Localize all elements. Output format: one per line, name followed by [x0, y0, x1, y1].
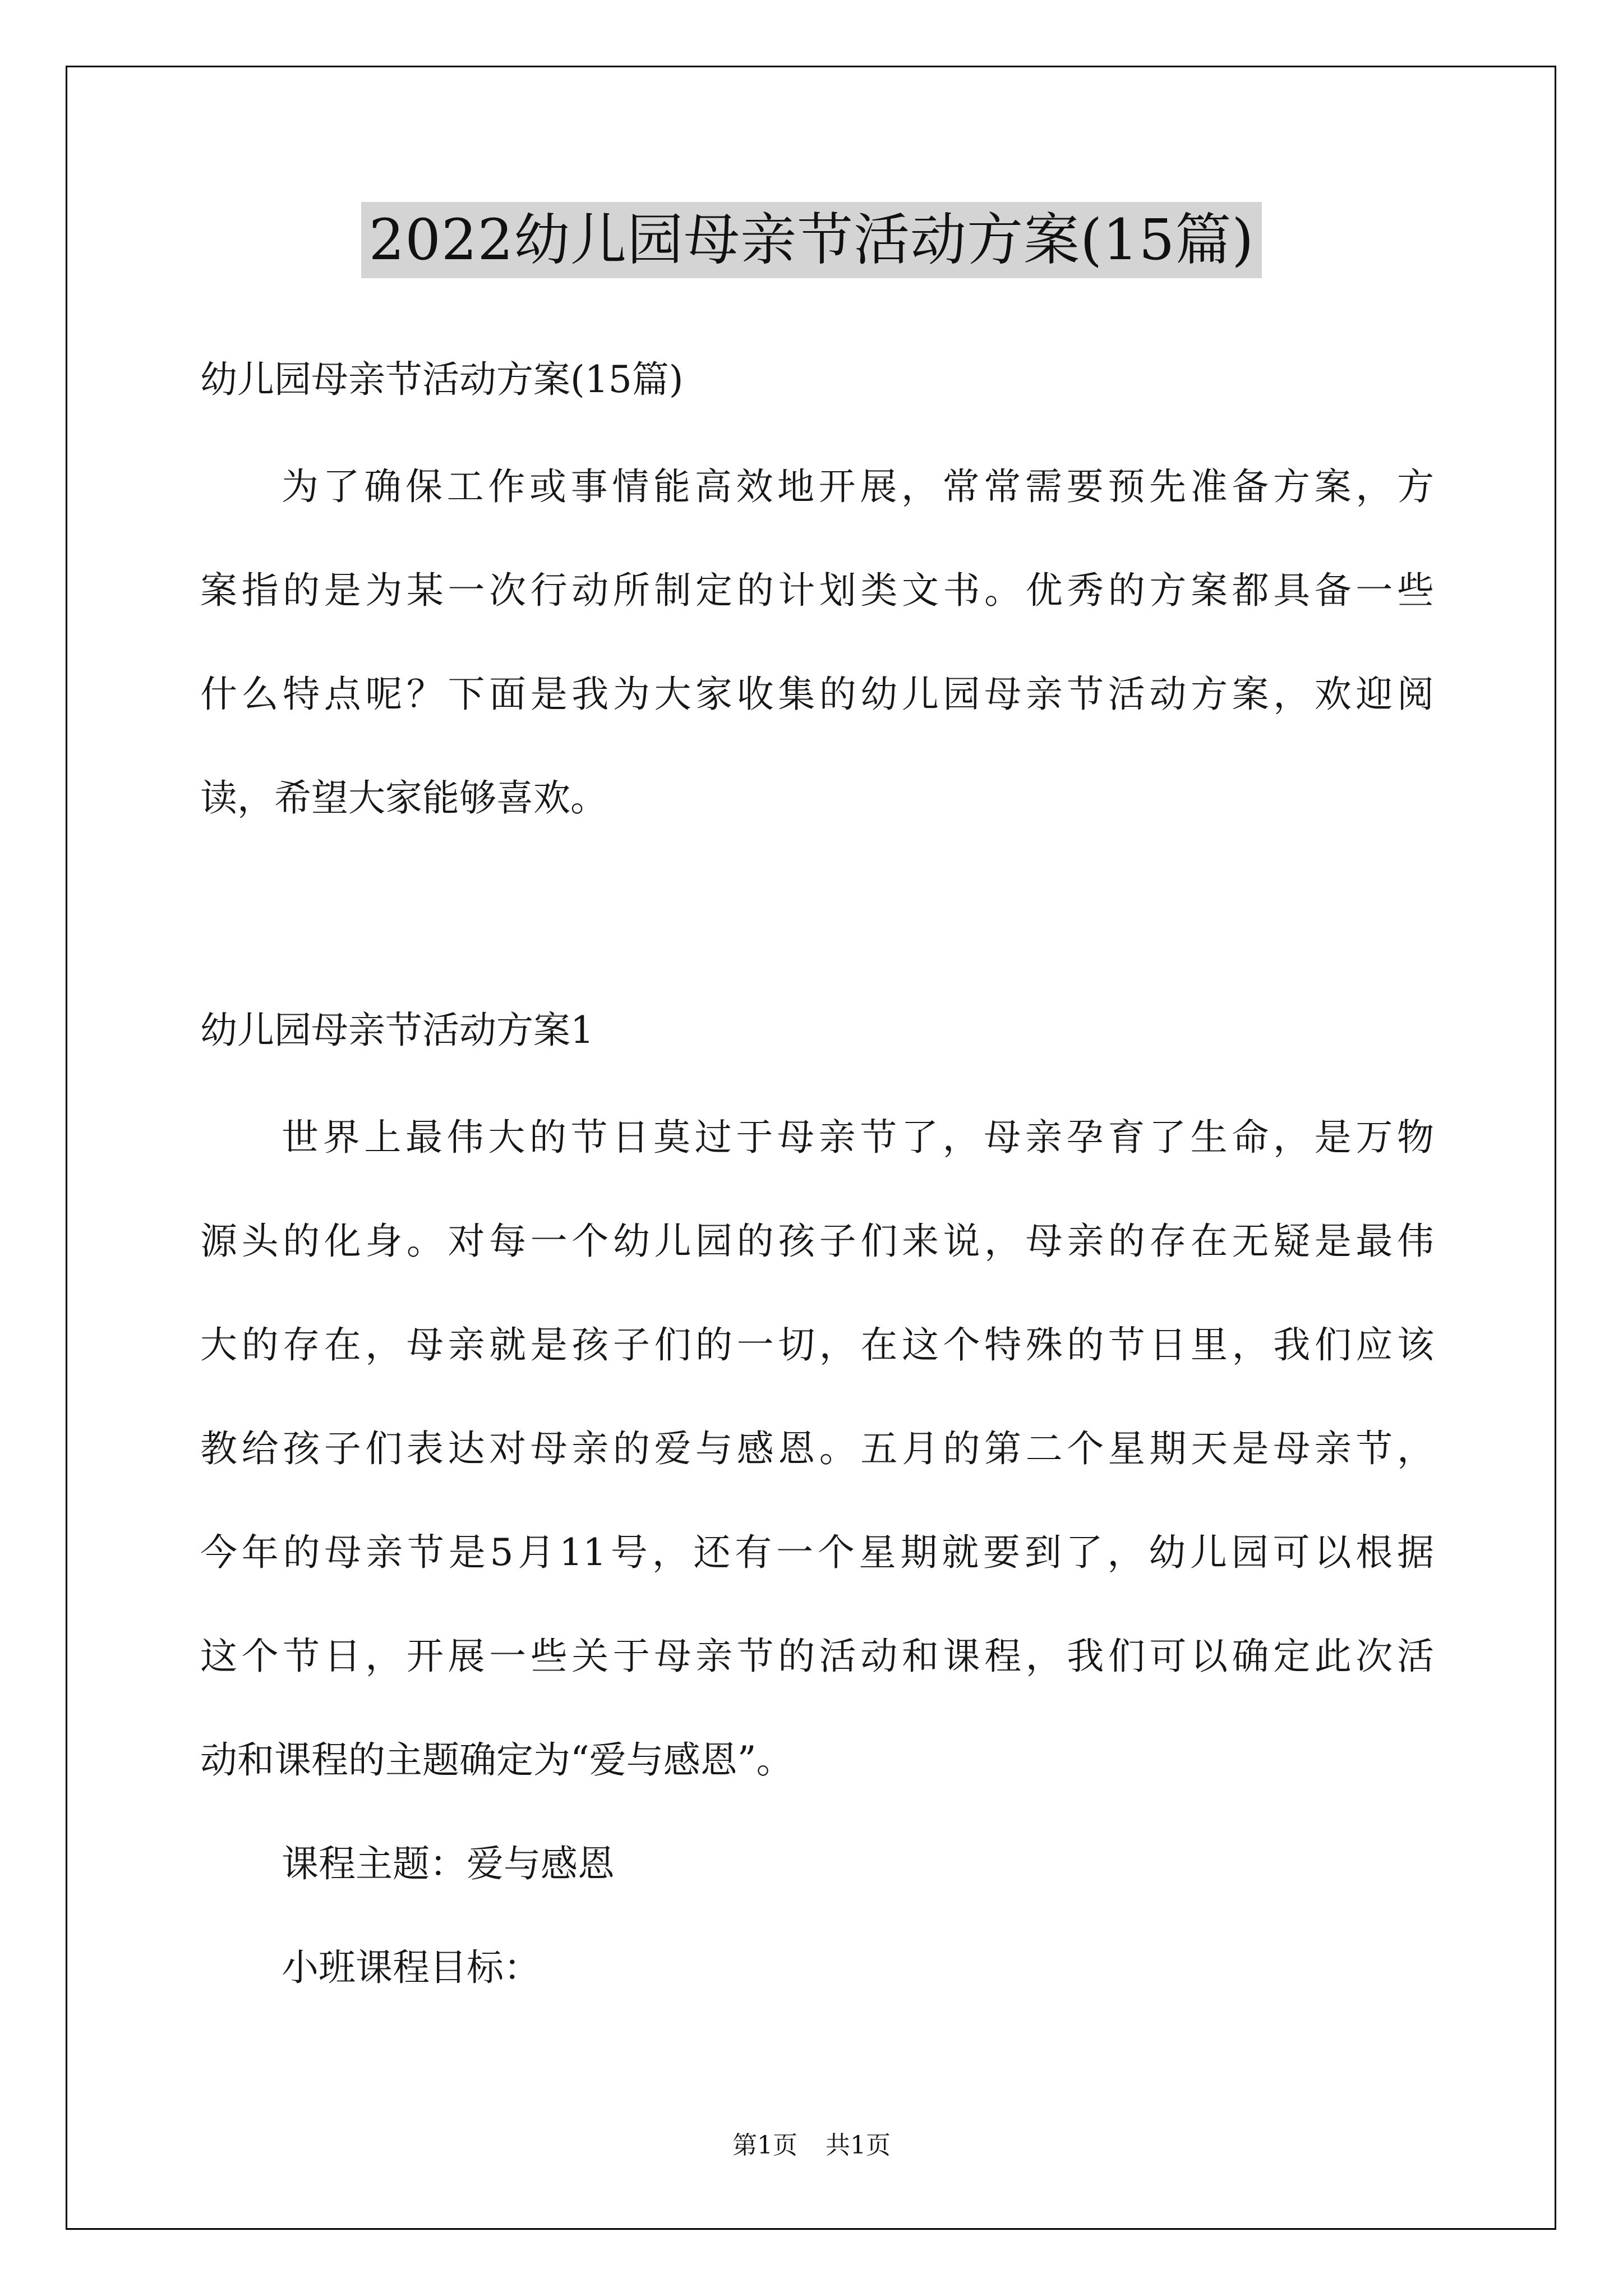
section-paragraph-line: 今年的母亲节是5月11号，还有一个星期就要到了，幼儿园可以根据: [200, 1531, 1434, 1574]
intro-paragraph-line: 为了确保工作或事情能高效地开展，常常需要预先准备方案，方: [282, 465, 1434, 508]
course-theme: 课程主题：爱与感恩: [282, 1842, 615, 1885]
page-number: 第1页: [732, 2131, 797, 2160]
section-paragraph-line: 这个节日，开展一些关于母亲节的活动和课程，我们可以确定此次活: [200, 1635, 1434, 1678]
page-footer: [0, 2129, 1623, 2162]
intro-paragraph-line: 什么特点呢？下面是我为大家收集的幼儿园母亲节活动方案，欢迎阅: [200, 673, 1434, 716]
intro-paragraph-line: 读，希望大家能够喜欢。: [200, 776, 607, 820]
section-paragraph-line: 大的存在，母亲就是孩子们的一切，在这个特殊的节日里，我们应该: [200, 1323, 1434, 1366]
document-subtitle: 幼儿园母亲节活动方案(15篇): [200, 358, 684, 401]
intro-paragraph-line: 案指的是为某一次行动所制定的计划类文书。优秀的方案都具备一些: [200, 569, 1434, 612]
small-class-goal-heading: 小班课程目标：: [282, 1946, 541, 1989]
page-total: 共1页: [826, 2131, 891, 2160]
document-title: 2022幼儿园母亲节活动方案(15篇): [361, 202, 1262, 278]
section-paragraph-line: 世界上最伟大的节日莫过于母亲节了，母亲孕育了生命，是万物: [282, 1116, 1434, 1159]
title-container: [0, 202, 1623, 278]
section-paragraph-line: 教给孩子们表达对母亲的爱与感恩。五月的第二个星期天是母亲节，: [200, 1427, 1434, 1470]
section-heading: 幼儿园母亲节活动方案1: [200, 1009, 594, 1052]
section-paragraph-line: 动和课程的主题确定为“爱与感恩”。: [200, 1738, 794, 1782]
section-paragraph-line: 源头的化身。对每一个幼儿园的孩子们来说，母亲的存在无疑是最伟: [200, 1220, 1434, 1263]
